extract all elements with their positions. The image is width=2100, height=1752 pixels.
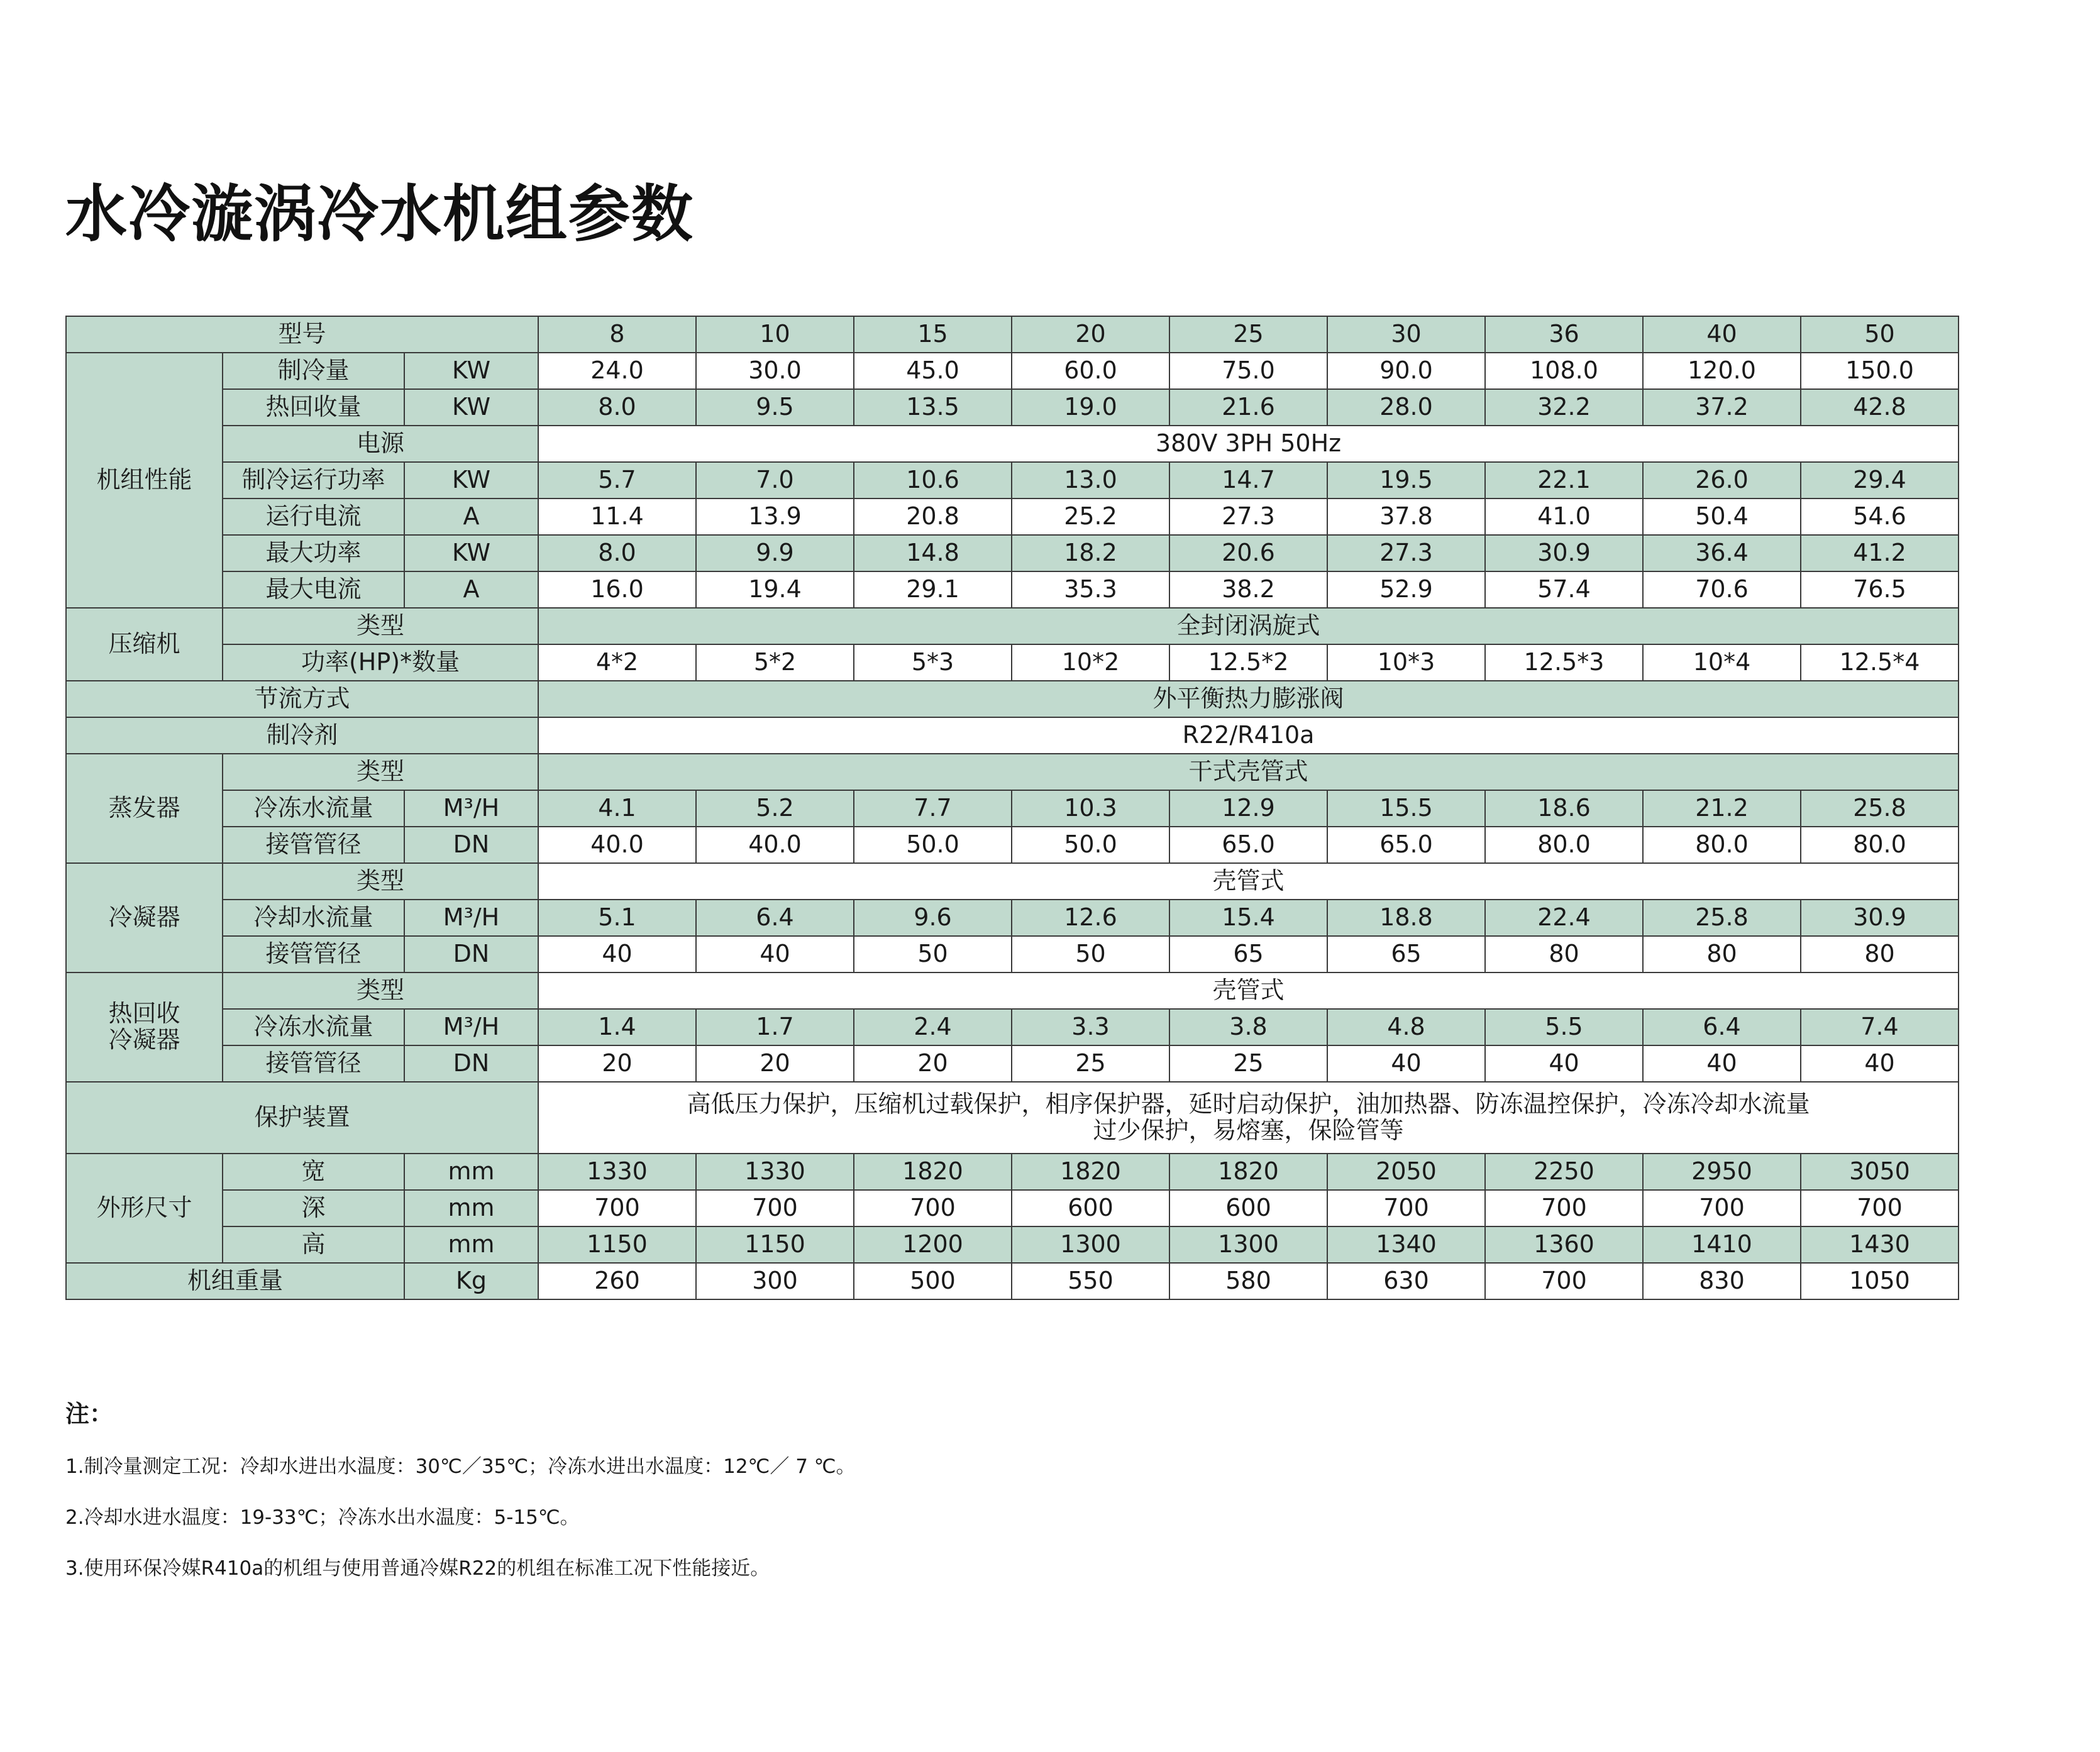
value-cell: 6.4 xyxy=(696,900,854,936)
value-cell: 25 xyxy=(1169,1045,1327,1082)
value-cell: 20.8 xyxy=(854,499,1012,535)
value-cell: 80 xyxy=(1801,936,1959,972)
row-label: 类型 xyxy=(223,863,538,900)
value-cell: 50 xyxy=(1012,936,1169,972)
value-cell: 12.5*2 xyxy=(1169,644,1327,681)
value-cell: 40 xyxy=(538,936,696,972)
value-cell: 10.6 xyxy=(854,462,1012,499)
unit-cell: mm xyxy=(404,1190,538,1226)
unit-cell: DN xyxy=(404,827,538,863)
row-label: 运行电流 xyxy=(223,499,404,535)
value-cell: 75.0 xyxy=(1169,353,1327,389)
row-label: 热回收量 xyxy=(223,389,404,426)
value-cell: 40 xyxy=(1801,1045,1959,1082)
value-cell: 27.3 xyxy=(1327,535,1485,571)
row-label: 电源 xyxy=(223,426,538,462)
value-cell: 40 xyxy=(1485,1045,1643,1082)
value-cell: 13.5 xyxy=(854,389,1012,426)
value-cell: 5*3 xyxy=(854,644,1012,681)
value-cell: 45.0 xyxy=(854,353,1012,389)
value-cell: 1300 xyxy=(1169,1226,1327,1263)
value-cell: 30.0 xyxy=(696,353,854,389)
value-cell: 4*2 xyxy=(538,644,696,681)
table-row xyxy=(66,681,1959,717)
value-cell: 1150 xyxy=(538,1226,696,1263)
value-cell: 40 xyxy=(1327,1045,1485,1082)
merged-value: 380V 3PH 50Hz xyxy=(538,426,1959,462)
table-row xyxy=(66,1009,1959,1045)
model-cell: 20 xyxy=(1012,316,1169,353)
value-cell: 12.5*4 xyxy=(1801,644,1959,681)
value-cell: 13.9 xyxy=(696,499,854,535)
value-cell: 2950 xyxy=(1643,1154,1801,1190)
value-cell: 5.7 xyxy=(538,462,696,499)
value-cell: 65.0 xyxy=(1327,827,1485,863)
value-cell: 19.4 xyxy=(696,571,854,608)
row-label: 最大功率 xyxy=(223,535,404,571)
value-cell: 5.5 xyxy=(1485,1009,1643,1045)
unit-cell: KW xyxy=(404,535,538,571)
value-cell: 21.6 xyxy=(1169,389,1327,426)
table-row xyxy=(66,1045,1959,1082)
note-line: 2.冷却水进水温度：19-33℃；冷冻水出水温度：5-15℃。 xyxy=(65,1506,580,1529)
table-row xyxy=(66,1154,1959,1190)
table-row xyxy=(66,499,1959,535)
table-row xyxy=(66,608,1959,644)
value-cell: 18.8 xyxy=(1327,900,1485,936)
value-cell: 4.8 xyxy=(1327,1009,1485,1045)
row-label: 深 xyxy=(223,1190,404,1226)
row-label: 类型 xyxy=(223,972,538,1009)
value-cell: 1150 xyxy=(696,1226,854,1263)
value-cell: 13.0 xyxy=(1012,462,1169,499)
value-cell: 14.7 xyxy=(1169,462,1327,499)
unit-cell: Kg xyxy=(404,1263,538,1299)
value-cell: 15.5 xyxy=(1327,790,1485,827)
unit-cell: A xyxy=(404,571,538,608)
value-cell: 36.4 xyxy=(1643,535,1801,571)
value-cell: 1330 xyxy=(696,1154,854,1190)
value-cell: 1820 xyxy=(854,1154,1012,1190)
value-cell: 700 xyxy=(538,1190,696,1226)
model-cell: 10 xyxy=(696,316,854,353)
value-cell: 300 xyxy=(696,1263,854,1299)
row-label: 高 xyxy=(223,1226,404,1263)
value-cell: 25.2 xyxy=(1012,499,1169,535)
row-label: 接管管径 xyxy=(223,936,404,972)
row-label: 保护装置 xyxy=(66,1082,538,1154)
unit-cell: M³/H xyxy=(404,790,538,827)
value-cell: 20.6 xyxy=(1169,535,1327,571)
notes xyxy=(65,1394,856,1603)
merged-value: 壳管式 xyxy=(538,863,1959,900)
value-cell: 7.0 xyxy=(696,462,854,499)
unit-cell: DN xyxy=(404,1045,538,1082)
row-label: 功率(HP)*数量 xyxy=(223,644,538,681)
group-label: 冷凝器 xyxy=(66,863,223,972)
value-cell: 108.0 xyxy=(1485,353,1643,389)
value-cell: 29.1 xyxy=(854,571,1012,608)
table-row xyxy=(66,936,1959,972)
value-cell: 120.0 xyxy=(1643,353,1801,389)
value-cell: 40 xyxy=(696,936,854,972)
value-cell: 38.2 xyxy=(1169,571,1327,608)
note-line: 1.制冷量测定工况：冷却水进出水温度：30℃／35℃；冷冻水进出水温度：12℃／ 7 ℃。 xyxy=(65,1455,856,1478)
merged-value: 全封闭涡旋式 xyxy=(538,608,1959,644)
value-cell: 1.7 xyxy=(696,1009,854,1045)
value-cell: 15.4 xyxy=(1169,900,1327,936)
spec-table xyxy=(65,316,1959,1300)
model-cell: 36 xyxy=(1485,316,1643,353)
row-label: 宽 xyxy=(223,1154,404,1190)
row-label: 接管管径 xyxy=(223,827,404,863)
group-label: 热回收 冷凝器 xyxy=(66,972,223,1082)
value-cell: 27.3 xyxy=(1169,499,1327,535)
value-cell: 7.4 xyxy=(1801,1009,1959,1045)
table-row xyxy=(66,462,1959,499)
merged-value: 干式壳管式 xyxy=(538,754,1959,790)
group-label: 蒸发器 xyxy=(66,754,223,863)
value-cell: 630 xyxy=(1327,1263,1485,1299)
value-cell: 30.9 xyxy=(1485,535,1643,571)
value-cell: 20 xyxy=(538,1045,696,1082)
value-cell: 4.1 xyxy=(538,790,696,827)
value-cell: 40.0 xyxy=(538,827,696,863)
unit-cell: KW xyxy=(404,462,538,499)
group-label: 外形尺寸 xyxy=(66,1154,223,1263)
value-cell: 20 xyxy=(854,1045,1012,1082)
value-cell: 3.3 xyxy=(1012,1009,1169,1045)
table-row xyxy=(66,535,1959,571)
value-cell: 6.4 xyxy=(1643,1009,1801,1045)
value-cell: 20 xyxy=(696,1045,854,1082)
value-cell: 10.3 xyxy=(1012,790,1169,827)
table-row xyxy=(66,644,1959,681)
row-label: 冷冻水流量 xyxy=(223,1009,404,1045)
row-label: 冷却水流量 xyxy=(223,900,404,936)
unit-cell: KW xyxy=(404,353,538,389)
value-cell: 3.8 xyxy=(1169,1009,1327,1045)
value-cell: 25 xyxy=(1012,1045,1169,1082)
unit-cell: KW xyxy=(404,389,538,426)
value-cell: 700 xyxy=(696,1190,854,1226)
value-cell: 10*3 xyxy=(1327,644,1485,681)
value-cell: 11.4 xyxy=(538,499,696,535)
value-cell: 580 xyxy=(1169,1263,1327,1299)
value-cell: 7.7 xyxy=(854,790,1012,827)
row-label: 最大电流 xyxy=(223,571,404,608)
value-cell: 2250 xyxy=(1485,1154,1643,1190)
value-cell: 1410 xyxy=(1643,1226,1801,1263)
value-cell: 28.0 xyxy=(1327,389,1485,426)
value-cell: 1430 xyxy=(1801,1226,1959,1263)
value-cell: 600 xyxy=(1169,1190,1327,1226)
value-cell: 21.2 xyxy=(1643,790,1801,827)
value-cell: 60.0 xyxy=(1012,353,1169,389)
value-cell: 26.0 xyxy=(1643,462,1801,499)
table-row xyxy=(66,717,1959,754)
value-cell: 1820 xyxy=(1169,1154,1327,1190)
table-row xyxy=(66,827,1959,863)
table-row xyxy=(66,790,1959,827)
model-cell: 15 xyxy=(854,316,1012,353)
value-cell: 30.9 xyxy=(1801,900,1959,936)
merged-value: 高低压力保护，压缩机过载保护，相序保护器，延时启动保护，油加热器、防冻温控保护，冷冻冷却水流量 过少保护，易熔塞，保险管等 xyxy=(538,1082,1959,1154)
notes-title: 注： xyxy=(65,1400,114,1428)
row-label: 制冷剂 xyxy=(66,717,538,754)
value-cell: 5.1 xyxy=(538,900,696,936)
row-label: 制冷量 xyxy=(223,353,404,389)
page-title: 水冷漩涡冷水机组参数 xyxy=(65,179,695,250)
value-cell: 700 xyxy=(1327,1190,1485,1226)
value-cell: 3050 xyxy=(1801,1154,1959,1190)
row-label: 类型 xyxy=(223,754,538,790)
value-cell: 29.4 xyxy=(1801,462,1959,499)
value-cell: 2.4 xyxy=(854,1009,1012,1045)
value-cell: 70.6 xyxy=(1643,571,1801,608)
table-row xyxy=(66,426,1959,462)
value-cell: 150.0 xyxy=(1801,353,1959,389)
table-row xyxy=(66,1226,1959,1263)
value-cell: 25.8 xyxy=(1801,790,1959,827)
value-cell: 16.0 xyxy=(538,571,696,608)
value-cell: 42.8 xyxy=(1801,389,1959,426)
row-label: 冷冻水流量 xyxy=(223,790,404,827)
value-cell: 22.1 xyxy=(1485,462,1643,499)
row-label: 制冷运行功率 xyxy=(223,462,404,499)
value-cell: 65.0 xyxy=(1169,827,1327,863)
value-cell: 50.0 xyxy=(1012,827,1169,863)
table-row xyxy=(66,1190,1959,1226)
value-cell: 25.8 xyxy=(1643,900,1801,936)
unit-cell: mm xyxy=(404,1154,538,1190)
value-cell: 1050 xyxy=(1801,1263,1959,1299)
value-cell: 1.4 xyxy=(538,1009,696,1045)
value-cell: 600 xyxy=(1012,1190,1169,1226)
group-label: 压缩机 xyxy=(66,608,223,681)
value-cell: 80 xyxy=(1643,936,1801,972)
value-cell: 8.0 xyxy=(538,389,696,426)
value-cell: 24.0 xyxy=(538,353,696,389)
value-cell: 80.0 xyxy=(1485,827,1643,863)
value-cell: 40 xyxy=(1643,1045,1801,1082)
value-cell: 9.9 xyxy=(696,535,854,571)
value-cell: 1300 xyxy=(1012,1226,1169,1263)
value-cell: 32.2 xyxy=(1485,389,1643,426)
header-row xyxy=(66,316,1959,353)
value-cell: 41.2 xyxy=(1801,535,1959,571)
value-cell: 40.0 xyxy=(696,827,854,863)
value-cell: 35.3 xyxy=(1012,571,1169,608)
note-line: 3.使用环保冷媒R410a的机组与使用普通冷媒R22的机组在标准工况下性能接近。 xyxy=(65,1557,770,1580)
model-cell: 40 xyxy=(1643,316,1801,353)
table-row xyxy=(66,1082,1959,1154)
value-cell: 500 xyxy=(854,1263,1012,1299)
value-cell: 1200 xyxy=(854,1226,1012,1263)
value-cell: 18.6 xyxy=(1485,790,1643,827)
value-cell: 19.0 xyxy=(1012,389,1169,426)
value-cell: 50.4 xyxy=(1643,499,1801,535)
value-cell: 18.2 xyxy=(1012,535,1169,571)
unit-cell: A xyxy=(404,499,538,535)
value-cell: 2050 xyxy=(1327,1154,1485,1190)
value-cell: 50 xyxy=(854,936,1012,972)
value-cell: 80 xyxy=(1485,936,1643,972)
row-label: 类型 xyxy=(223,608,538,644)
row-label: 机组重量 xyxy=(66,1263,404,1299)
model-cell: 25 xyxy=(1169,316,1327,353)
value-cell: 37.2 xyxy=(1643,389,1801,426)
value-cell: 12.9 xyxy=(1169,790,1327,827)
unit-cell: DN xyxy=(404,936,538,972)
value-cell: 1360 xyxy=(1485,1226,1643,1263)
unit-cell: mm xyxy=(404,1226,538,1263)
table-row xyxy=(66,571,1959,608)
value-cell: 10*4 xyxy=(1643,644,1801,681)
value-cell: 65 xyxy=(1327,936,1485,972)
table-row xyxy=(66,863,1959,900)
row-label: 节流方式 xyxy=(66,681,538,717)
value-cell: 5*2 xyxy=(696,644,854,681)
table-row xyxy=(66,900,1959,936)
value-cell: 700 xyxy=(854,1190,1012,1226)
model-cell: 30 xyxy=(1327,316,1485,353)
value-cell: 700 xyxy=(1485,1190,1643,1226)
value-cell: 5.2 xyxy=(696,790,854,827)
value-cell: 1820 xyxy=(1012,1154,1169,1190)
value-cell: 50.0 xyxy=(854,827,1012,863)
value-cell: 80.0 xyxy=(1801,827,1959,863)
row-label: 接管管径 xyxy=(223,1045,404,1082)
table-row xyxy=(66,1263,1959,1299)
value-cell: 550 xyxy=(1012,1263,1169,1299)
value-cell: 260 xyxy=(538,1263,696,1299)
table-row xyxy=(66,972,1959,1009)
unit-cell: M³/H xyxy=(404,900,538,936)
value-cell: 80.0 xyxy=(1643,827,1801,863)
model-cell: 50 xyxy=(1801,316,1959,353)
table-row xyxy=(66,353,1959,389)
value-cell: 8.0 xyxy=(538,535,696,571)
group-label: 机组性能 xyxy=(66,353,223,608)
value-cell: 12.6 xyxy=(1012,900,1169,936)
value-cell: 12.5*3 xyxy=(1485,644,1643,681)
value-cell: 9.6 xyxy=(854,900,1012,936)
value-cell: 57.4 xyxy=(1485,571,1643,608)
value-cell: 52.9 xyxy=(1327,571,1485,608)
model-cell: 8 xyxy=(538,316,696,353)
value-cell: 19.5 xyxy=(1327,462,1485,499)
value-cell: 700 xyxy=(1643,1190,1801,1226)
value-cell: 830 xyxy=(1643,1263,1801,1299)
value-cell: 700 xyxy=(1801,1190,1959,1226)
value-cell: 54.6 xyxy=(1801,499,1959,535)
unit-cell: M³/H xyxy=(404,1009,538,1045)
value-cell: 1340 xyxy=(1327,1226,1485,1263)
value-cell: 22.4 xyxy=(1485,900,1643,936)
merged-value: 外平衡热力膨涨阀 xyxy=(538,681,1959,717)
merged-value: R22/R410a xyxy=(538,717,1959,754)
value-cell: 76.5 xyxy=(1801,571,1959,608)
value-cell: 10*2 xyxy=(1012,644,1169,681)
value-cell: 14.8 xyxy=(854,535,1012,571)
value-cell: 9.5 xyxy=(696,389,854,426)
value-cell: 1330 xyxy=(538,1154,696,1190)
table-row xyxy=(66,389,1959,426)
table-row xyxy=(66,754,1959,790)
value-cell: 41.0 xyxy=(1485,499,1643,535)
value-cell: 700 xyxy=(1485,1263,1643,1299)
value-cell: 37.8 xyxy=(1327,499,1485,535)
value-cell: 90.0 xyxy=(1327,353,1485,389)
value-cell: 65 xyxy=(1169,936,1327,972)
model-label: 型号 xyxy=(66,316,538,353)
merged-value: 壳管式 xyxy=(538,972,1959,1009)
